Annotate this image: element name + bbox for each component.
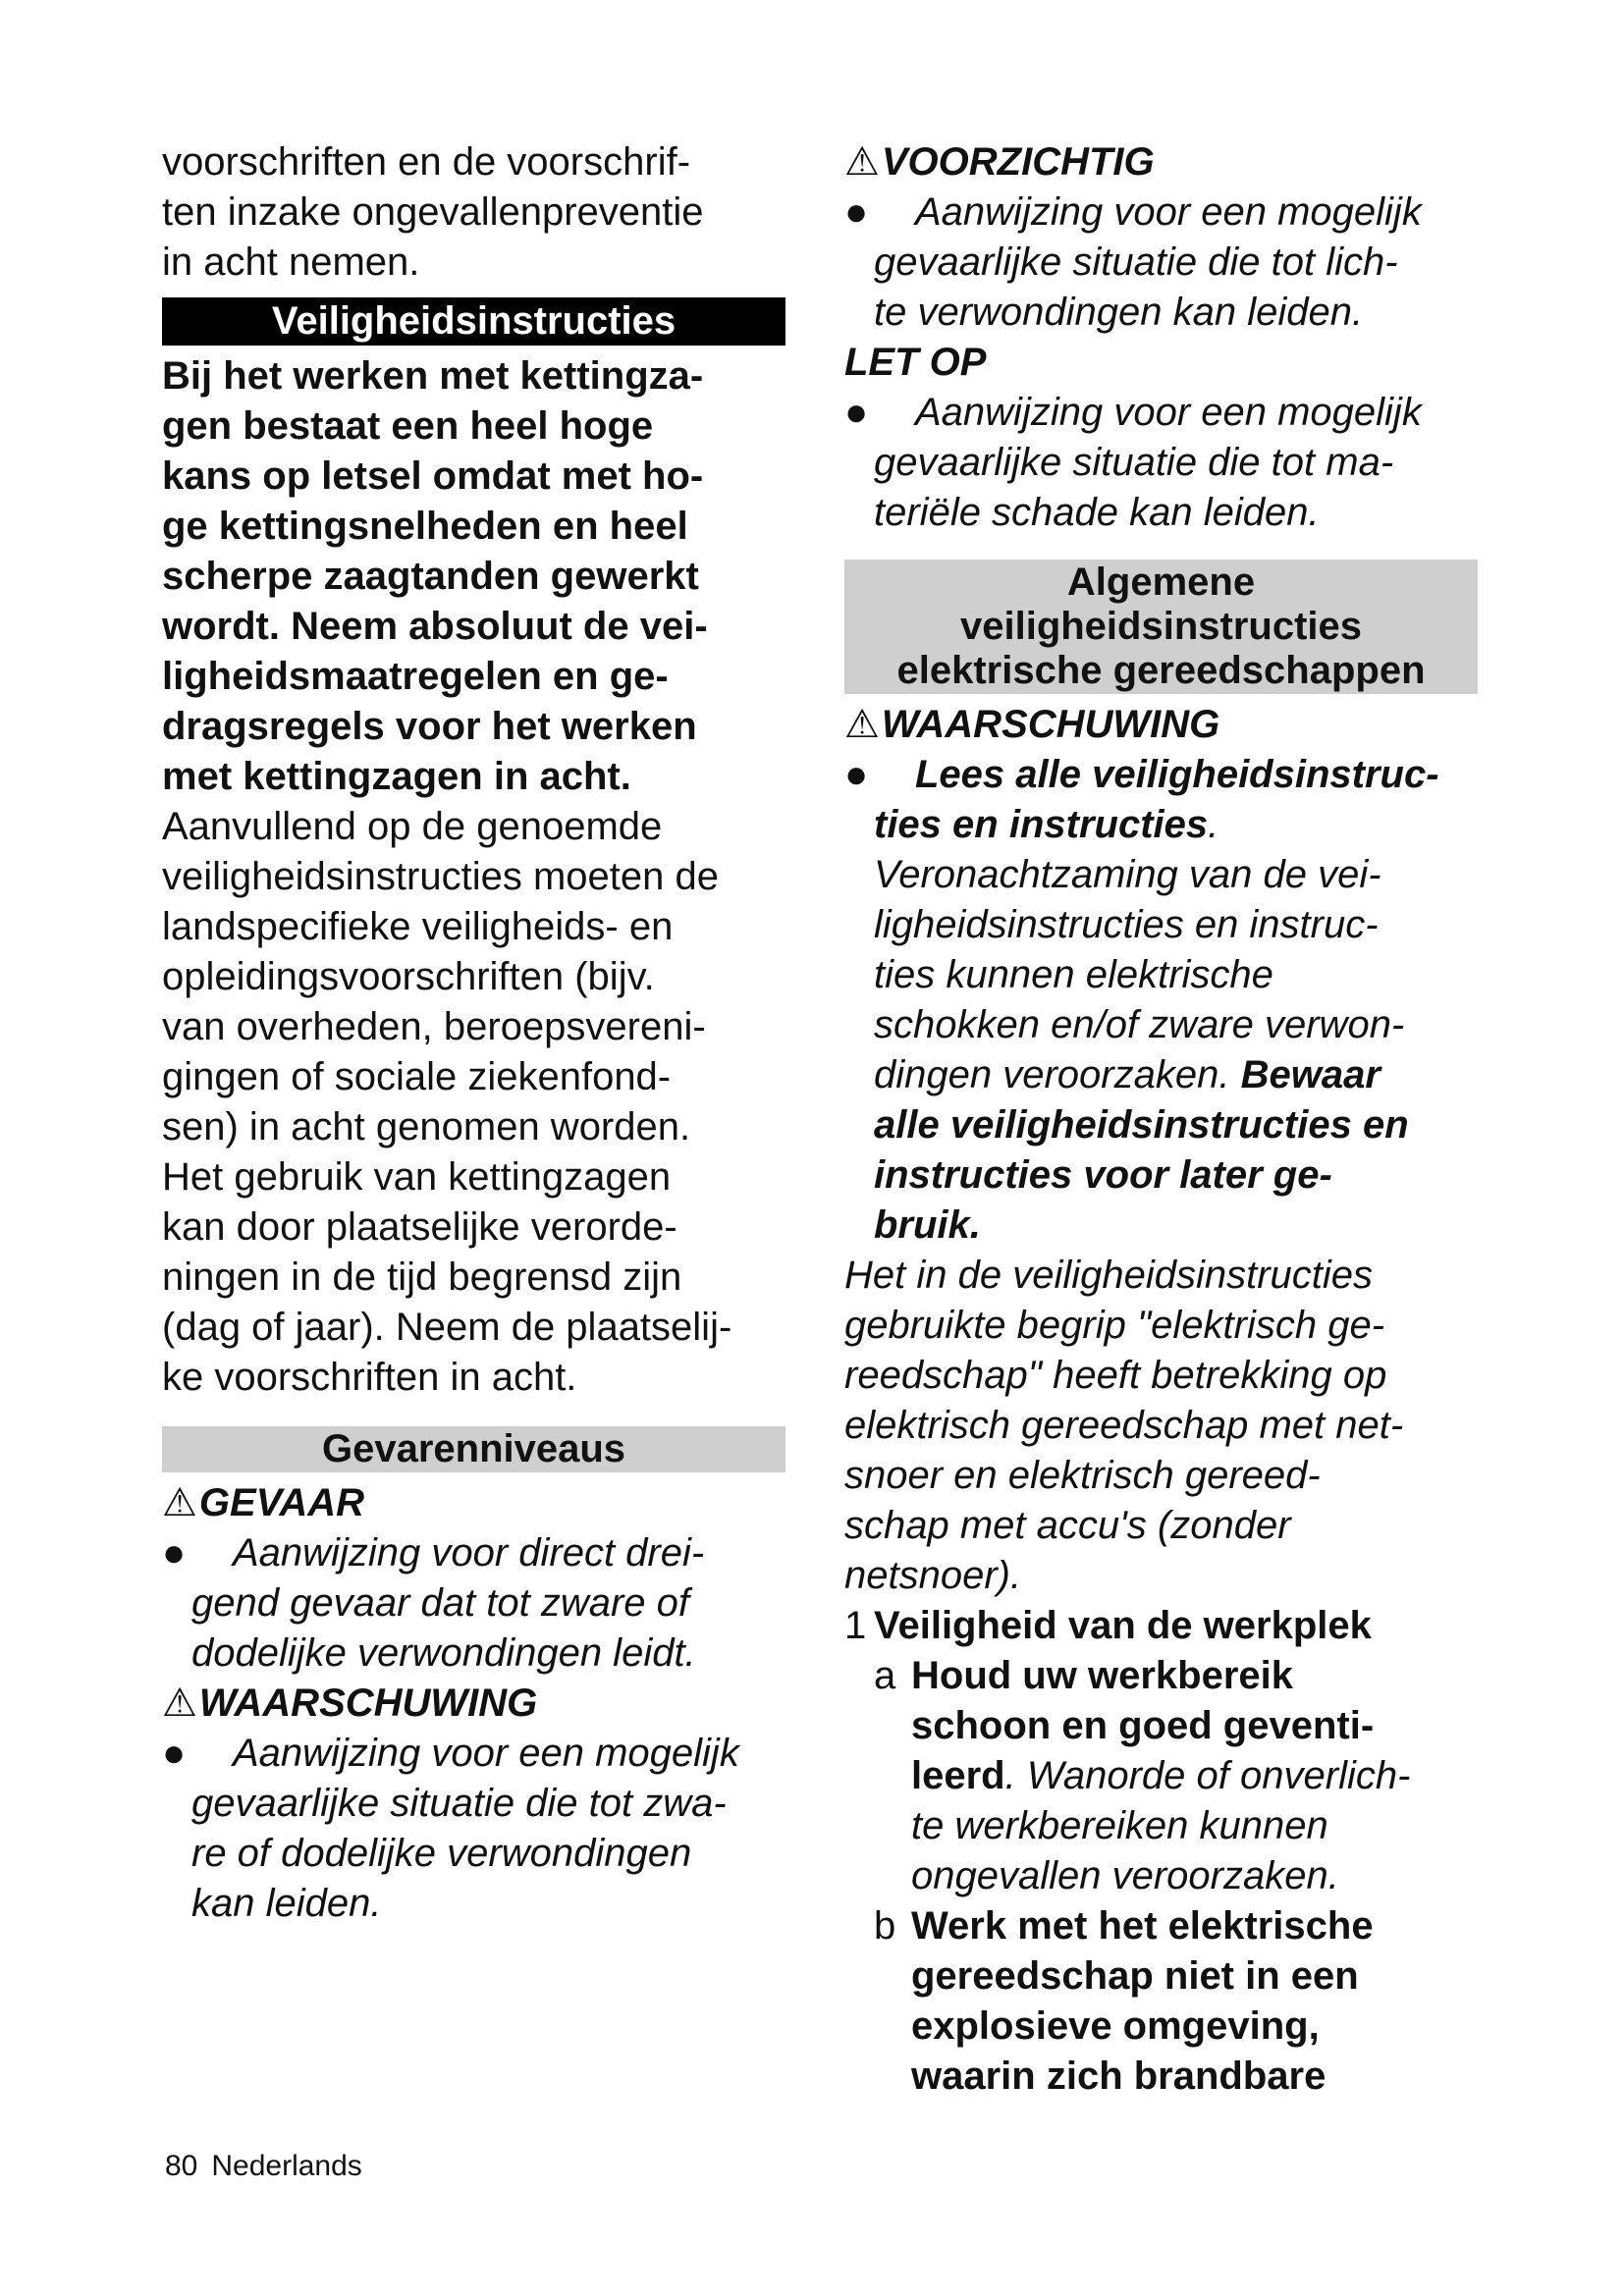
text-line: sen) in acht genomen worden. [162, 1105, 691, 1148]
text-line: Aanwijzing voor een mogelijk [915, 391, 1422, 434]
text-line: Het in de veiligheidsinstructies [844, 1254, 1374, 1297]
text-line: Het gebruik van kettingzagen [162, 1155, 672, 1199]
text-line: Aanwijzing voor een mogelijk [915, 190, 1422, 234]
gevarenniveaus-heading: Gevarenniveaus [162, 1426, 785, 1472]
text-line: gereedschap niet in een [911, 1954, 1359, 1998]
heading-line: veiligheidsinstructies [959, 605, 1363, 648]
text-line: re of dodelijke verwondingen [191, 1832, 692, 1875]
voorzichtig-label [844, 137, 1478, 187]
let-op-bullet [844, 388, 1478, 538]
page-footer [165, 2150, 362, 2183]
text-line: ongevallen veroorzaken. [911, 1854, 1339, 1897]
bullet-icon: ● [844, 753, 869, 796]
text-run: Werk met het elektrische [911, 1904, 1374, 1948]
text-run: Bewaar [1240, 1053, 1380, 1096]
text-line: scherpe zaagtanden gewerkt [162, 555, 699, 598]
text-line: veiligheidsinstructies moeten de [162, 855, 719, 898]
bullet-icon: ● [162, 1531, 187, 1575]
bold-warning-paragraph [162, 351, 785, 802]
algemene-veiligheidsinstructies-heading [844, 560, 1478, 694]
text-line: schoon en goed geventi- [911, 1704, 1375, 1747]
warning-triangle-icon: ⚠ [844, 703, 880, 746]
warning-triangle-icon: ⚠ [844, 140, 880, 184]
text-line: ligheidsinstructies en instruc- [874, 903, 1379, 946]
text-line: ke voorschriften in acht. [162, 1356, 577, 1399]
text-line: netsnoer). [844, 1554, 1022, 1597]
text-line: kan leiden. [191, 1882, 382, 1925]
text-line: gingen of sociale ziekenfond- [162, 1055, 672, 1098]
text-run: leerd [911, 1754, 1005, 1797]
text-line: ge kettingsnelheden en heel [162, 505, 688, 548]
text-line: landspecifieke veiligheids- en [162, 905, 674, 948]
veiligheidsinstructies-heading: Veiligheidsinstructies [162, 297, 785, 346]
text-line: bruik. [874, 1203, 981, 1247]
text-line: Lees alle veiligheidsinstruc- [915, 753, 1439, 796]
text-run: Houd uw werkbereik [911, 1654, 1293, 1697]
voorzichtig-bullet [844, 187, 1478, 338]
text-line [874, 1901, 1478, 1951]
text-line: kans op letsel omdat met ho- [162, 454, 704, 498]
text-run: . [1208, 803, 1219, 846]
text-line: ligheidsmaatregelen en ge- [162, 655, 669, 698]
bullet-icon: ● [844, 190, 869, 234]
body-paragraph [162, 802, 785, 1403]
page-number: 80 [165, 2150, 198, 2182]
text-line: gend gevaar dat tot zware of [191, 1581, 689, 1625]
text-line: ningen in de tijd begrensd zijn [162, 1255, 682, 1299]
text-line: Aanwijzing voor direct drei- [233, 1531, 705, 1575]
text-line: Bij het werken met kettingza- [162, 354, 704, 398]
let-op-label: LET OP [844, 341, 987, 384]
text-line: gevaarlijke situatie die tot zwa- [191, 1782, 727, 1825]
footer-language: Nederlands [211, 2150, 362, 2182]
text-line [874, 1050, 1478, 1100]
waarschuwing-label [162, 1679, 785, 1729]
text-line: wordt. Neem absoluut de vei- [162, 605, 708, 648]
text-line: explosieve omgeving, [911, 2004, 1320, 2048]
gevaar-label [162, 1478, 785, 1528]
heading-line: elektrische gereedschappen [896, 649, 1426, 692]
section-number: 1 [844, 1604, 867, 1647]
waarschuwing-bullet [162, 1729, 785, 1929]
text-line: Veronachtzaming van de vei- [874, 853, 1381, 896]
text-run: ties en instructies [874, 803, 1209, 846]
waarschuwing-label [844, 700, 1478, 750]
text-line [874, 1651, 1478, 1701]
text-line: waarin zich brandbare [911, 2055, 1326, 2098]
text-line: gevaarlijke situatie die tot lich- [874, 240, 1398, 284]
text-line: dragsregels voor het werken [162, 705, 697, 748]
text-line: Aanvullend op de genoemde [162, 805, 663, 848]
text-line: gevaarlijke situatie die tot ma- [874, 441, 1394, 484]
signal-word: VOORZICHTIG [881, 140, 1155, 184]
heading-line: Algemene [1066, 561, 1256, 604]
text-line: met kettingzagen in acht. [162, 755, 631, 798]
text-line: ten inzake ongevallenpreventie [162, 190, 704, 234]
text-line: te verwondingen kan leiden. [874, 291, 1364, 334]
text-line [874, 1751, 1478, 1801]
item-letter: a [874, 1654, 896, 1697]
text-line: te werkbereiken kunnen [911, 1804, 1328, 1847]
signal-word: GEVAAR [198, 1481, 365, 1524]
left-column [162, 137, 785, 1929]
intro-text [162, 137, 785, 288]
text-line: in acht nemen. [162, 240, 420, 284]
warning-triangle-icon: ⚠ [162, 1481, 197, 1524]
text-line: (dag of jaar). Neem de plaatselij- [162, 1306, 732, 1349]
text-line: kan door plaatselijke verorde- [162, 1205, 677, 1249]
bullet-icon: ● [844, 391, 869, 434]
text-line: reedschap" heeft betrekking op [844, 1354, 1387, 1397]
text-line: voorschriften en de voorschrif- [162, 140, 691, 184]
item-b [844, 1901, 1478, 2102]
text-line: alle veiligheidsinstructies en [874, 1103, 1409, 1147]
bullet-icon: ● [162, 1732, 187, 1775]
text-line: elektrisch gereedschap met net- [844, 1404, 1404, 1447]
signal-word: WAARSCHUWING [198, 1682, 538, 1725]
text-line: dodelijke verwondingen leidt. [191, 1631, 696, 1675]
right-column [844, 137, 1478, 2102]
text-line: Aanwijzing voor een mogelijk [233, 1732, 739, 1775]
lees-alle-bullet [844, 750, 1478, 1251]
gevaar-bullet [162, 1528, 785, 1679]
text-line: van overheden, beroepsvereni- [162, 1005, 706, 1048]
text-line: gebruikte begrip "elektrisch ge- [844, 1304, 1385, 1347]
text-line: schap met accu's (zonder [844, 1504, 1291, 1547]
warning-triangle-icon: ⚠ [162, 1682, 197, 1725]
text-line: schokken en/of zware verwon- [874, 1003, 1405, 1046]
section-1-heading [844, 1601, 1478, 1651]
text-run: dingen veroorzaken. [874, 1053, 1230, 1096]
text-line: opleidingsvoorschriften (bijv. [162, 955, 655, 998]
section-title: Veiligheid van de werkplek [874, 1604, 1372, 1647]
text-line: teriële schade kan leiden. [874, 491, 1320, 534]
item-letter: b [874, 1904, 896, 1948]
text-run: . Wanorde of onverlich- [1004, 1754, 1411, 1797]
begrip-paragraph [844, 1251, 1478, 1601]
signal-word: WAARSCHUWING [881, 703, 1220, 746]
text-line: instructies voor later ge- [874, 1153, 1332, 1197]
item-a [844, 1651, 1478, 1901]
text-line [874, 800, 1478, 850]
text-line: gen bestaat een heel hoge [162, 404, 654, 448]
text-line: snoer en elektrisch gereed- [844, 1454, 1321, 1497]
text-line: ties kunnen elektrische [874, 953, 1273, 996]
